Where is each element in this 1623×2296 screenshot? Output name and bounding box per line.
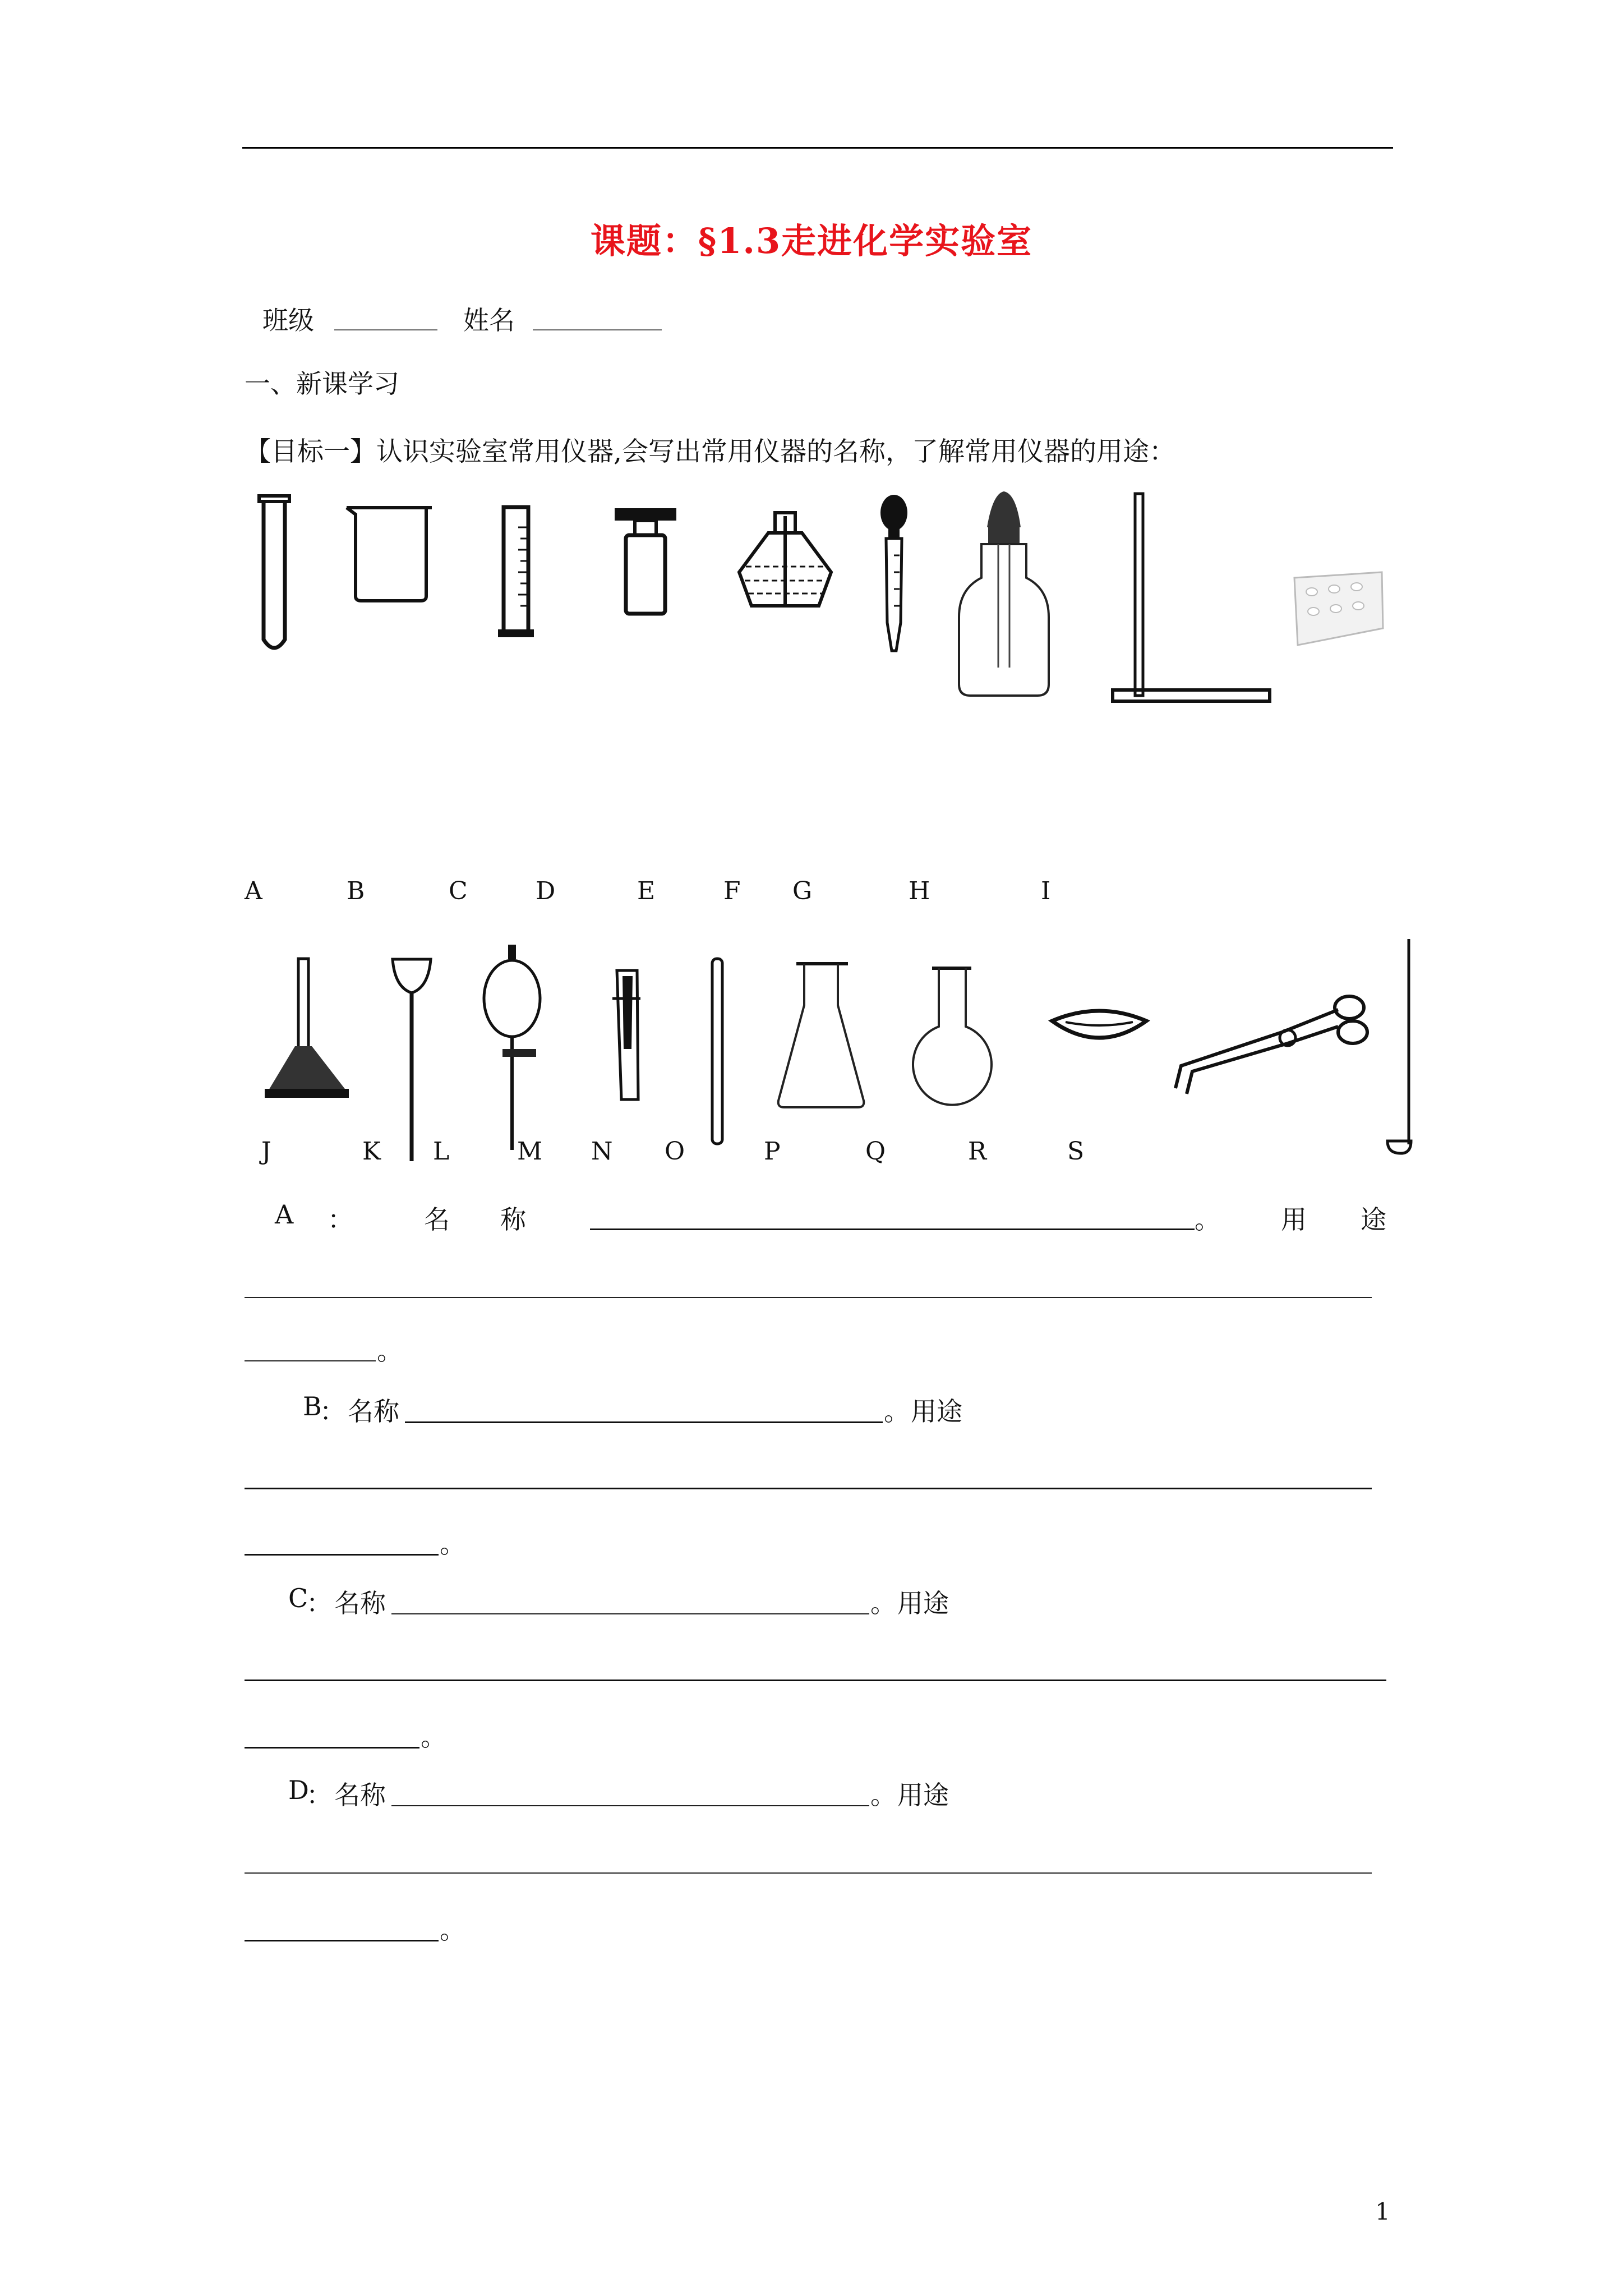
glass-rod-icon [707, 956, 729, 1147]
letter-P: P [764, 1137, 781, 1166]
question-B-name-label: 名称 [348, 1396, 399, 1427]
question-A-label: A [275, 1199, 294, 1230]
question-C-usage-blank-end[interactable] [245, 1747, 419, 1749]
question-C-label: C [288, 1583, 308, 1613]
question-D-usage-blank-end[interactable] [245, 1940, 439, 1941]
letter-F: F [723, 877, 741, 905]
question-B-colon: ： [320, 1396, 345, 1427]
question-C-name-blank[interactable] [391, 1613, 869, 1614]
separatory-funnel-icon [480, 942, 547, 1156]
question-A-colon: ： [328, 1204, 353, 1235]
letter-B: B [347, 877, 365, 905]
alcohol-lamp-icon [735, 510, 836, 611]
question-A-usage-blank-end[interactable] [245, 1360, 376, 1361]
question-A-name-blank[interactable] [590, 1228, 1195, 1230]
letter-I: I [1041, 877, 1051, 905]
class-blank[interactable]: ________ [334, 300, 437, 330]
question-B-label: B [303, 1391, 322, 1421]
letter-M: M [517, 1137, 543, 1166]
conical-flask-icon [774, 960, 869, 1112]
question-B-name-blank[interactable] [405, 1421, 883, 1423]
graduated-cylinder-icon [496, 505, 541, 639]
question-A-period: 。 [1195, 1204, 1220, 1235]
dropper-bottle-icon [953, 488, 1054, 701]
page-title: 课题：§1.3走进化学实验室 [590, 220, 1033, 261]
question-B-usage-blank-end[interactable] [245, 1554, 439, 1556]
beaker-icon [342, 502, 437, 603]
evaporating-dish-icon [1049, 1004, 1150, 1049]
letter-S: S [1067, 1137, 1085, 1166]
dropper-icon [875, 494, 914, 656]
page-number: 1 [1375, 2198, 1390, 2225]
round-bottom-flask-icon [907, 965, 997, 1116]
question-C-name-label: 名称 [334, 1588, 386, 1618]
name-blank[interactable]: __________ [533, 300, 662, 330]
question-D-usage-label: 用途 [897, 1780, 949, 1810]
question-C-usage-line[interactable] [245, 1680, 1386, 1681]
letter-A: A [245, 877, 262, 905]
letter-R: R [968, 1137, 987, 1166]
question-A-end: 。 [377, 1336, 403, 1366]
letter-K: K [362, 1137, 381, 1166]
question-D-colon: ： [306, 1780, 332, 1810]
header-rule [242, 147, 1393, 149]
iron-stand-icon [1110, 494, 1273, 707]
test-tube-holder-icon [606, 965, 651, 1111]
question-B-usage-line[interactable] [245, 1488, 1372, 1489]
name-label: 姓名 [463, 305, 515, 335]
letter-Q: Q [865, 1137, 886, 1166]
reagent-bottle-icon [609, 505, 682, 617]
question-D-usage-line[interactable] [245, 1872, 1372, 1874]
question-B-usage-label: 用途 [911, 1396, 962, 1427]
long-neck-funnel-icon [389, 954, 434, 1167]
question-D-name-blank[interactable] [391, 1805, 869, 1806]
question-C-usage-label: 用途 [897, 1588, 949, 1618]
test-tube-icon [257, 494, 296, 656]
letter-C: C [449, 877, 468, 905]
question-D-period: 。 [870, 1780, 896, 1810]
combustion-spoon-icon [1380, 937, 1419, 1161]
crucible-tongs-icon [1170, 987, 1377, 1099]
letter-L: L [433, 1137, 450, 1166]
question-D-end: 。 [440, 1915, 465, 1945]
question-D-name-label: 名称 [334, 1780, 386, 1810]
letter-G: G [792, 877, 813, 905]
question-C-colon: ： [306, 1588, 332, 1618]
question-A-name-label: 名称 [424, 1204, 577, 1235]
spot-plate-icon [1287, 567, 1385, 651]
question-C-end: 。 [421, 1722, 446, 1752]
letter-E: E [637, 877, 656, 905]
section-heading: 一、新课学习 [245, 369, 399, 399]
letter-N: N [591, 1137, 613, 1166]
question-B-period: 。 [884, 1396, 910, 1427]
question-B-end: 。 [440, 1529, 465, 1559]
question-A-usage-line[interactable] [245, 1297, 1372, 1298]
letter-O: O [665, 1137, 685, 1166]
question-D-label: D [288, 1775, 309, 1805]
objective-text: 【目标一】认识实验室常用仪器,会写出常用仪器的名称，了解常用仪器的用途： [245, 436, 1175, 467]
letter-D: D [536, 877, 556, 905]
letter-J: J [261, 1137, 271, 1166]
letter-H: H [909, 877, 930, 905]
class-label: 班级 [262, 305, 314, 335]
question-C-period: 。 [870, 1588, 896, 1618]
question-A-usage-label: 用途 [1281, 1204, 1440, 1235]
funnel-icon [262, 956, 352, 1102]
